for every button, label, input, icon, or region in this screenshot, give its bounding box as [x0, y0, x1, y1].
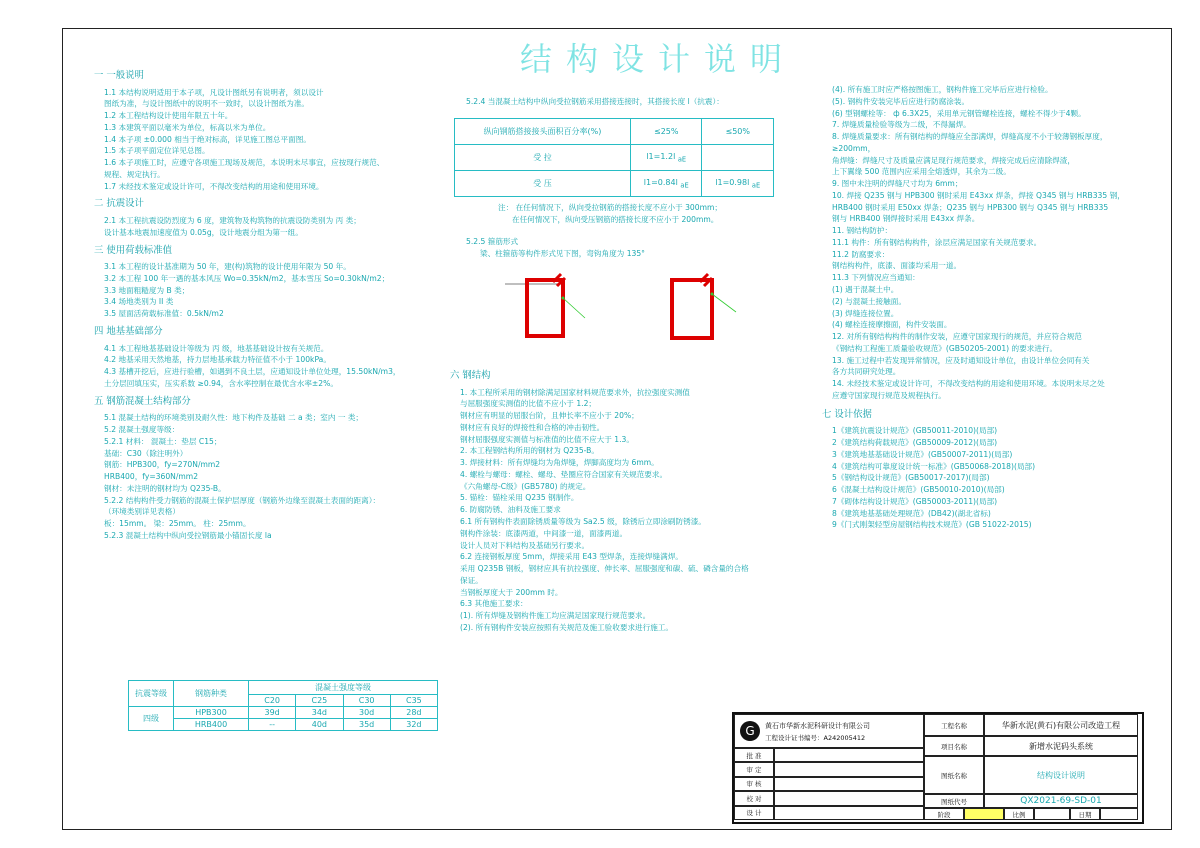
list-item: 角焊缝：焊缝尺寸及质量应满足现行规范要求，焊接完成后应清除焊渣，: [832, 155, 1075, 165]
list-item: (6) 型钢螺栓等： ф 6.3X25，采用单元钢管螺栓连接，螺栓不得少于4颗。: [832, 108, 1086, 118]
company-cell: [734, 714, 924, 748]
stage-label: 阶段: [924, 808, 964, 820]
list-item: 2. 本工程钢结构所用的钢材为 Q235-B。: [460, 446, 599, 456]
list-item: (4). 所有施工时应严格按图施工，钢构件施工完毕后应进行检验。: [832, 85, 1053, 94]
list-item: 钢筋：HPB300，fy=270N/mm2: [104, 460, 221, 470]
lap-head-1: 纵向钢筋搭接接头面积百分率(%): [455, 119, 631, 145]
list-item: 《钢结构工程施工质量验收规范》(GB50205-2001) 的要求进行。: [832, 343, 1058, 353]
reference-item: 2《建筑结构荷载规范》(GB50009-2012)(局部): [832, 438, 998, 448]
list-item: 基础：C30（除注明外）: [104, 448, 188, 458]
list-item: 3.2 本工程 100 年一遇的基本风压 Wo=0.35kN/m2，基本雪压 So=0.30kN/m2；: [104, 273, 390, 283]
list-item: 应遵守国家现行规范及规程执行。: [832, 390, 946, 400]
ratio-value: [1034, 808, 1070, 820]
list-item: 4.1 本工程地基基础设计等级为 丙 级，地基基础设计按有关规范。: [104, 343, 329, 353]
list-item: (4) 螺栓连接摩擦面，构件安装面。: [832, 320, 952, 330]
middle-column: [466, 96, 786, 108]
section-steel-list: [450, 387, 750, 634]
list-item: 1.5 本子项平面定位详见总图。: [104, 146, 210, 156]
list-item: 5.2.2 结构构件受力钢筋的混凝土保护层厚度（钢筋外边缘至混凝土表面的距离）：: [104, 495, 381, 505]
company-logo-icon: [739, 720, 761, 742]
table-head-type: 钢筋种类: [174, 681, 249, 707]
list-item: 3.3 地面粗糙度为 B 类；: [104, 285, 190, 295]
row-type-hrb400: HRB400: [174, 719, 249, 731]
right-column: [822, 84, 1142, 531]
date-label: 日期: [1070, 808, 1100, 820]
list-item: 1. 本工程所采用的钢材除满足国家材料规范要求外，抗拉强度实测值: [460, 387, 690, 397]
list-item: 钢结构构件，底漆、面漆均采用一道。: [832, 261, 962, 271]
list-item: 6.2 连接钢板厚度 5mm，焊接采用 E43 型焊条，连接焊缝满焊。: [460, 552, 683, 562]
stirrup-diagram-column: [660, 272, 750, 352]
title-block: [732, 712, 1144, 824]
list-item: 土分层回填压实，压实系数 ≥0.94，含水率控制在最优含水率±2%。: [104, 378, 338, 388]
drawing-name: 结构设计说明: [984, 756, 1138, 794]
drawing-label: 图纸名称: [924, 756, 984, 794]
lap-heading: 5.2.4 当混凝土结构中纵向受拉钢筋采用搭接连接时，其搭接长度 l（抗震）：: [466, 97, 724, 106]
list-item: (1). 所有焊缝及钢构件施工均应满足国家现行规范要求。: [460, 611, 651, 621]
list-item: 1.6 本子项施工时，应遵守各项施工现场及规范，本说明未尽事宜，应按现行规范、: [104, 158, 385, 168]
lap-cell: [702, 145, 774, 171]
signoff-value: [774, 806, 924, 820]
stirrup-note: 梁、柱箍筋等构件形式见下图，弯钩角度为 135°: [480, 248, 645, 258]
reference-item: 1《建筑抗震设计规范》(GB50011-2010)(局部): [832, 426, 998, 436]
list-item: 钢构件涂装：底漆两道，中间漆一道，面漆两道。: [460, 528, 628, 538]
list-item: HRB400，fy=360N/mm2: [104, 472, 199, 482]
lap-row-tension: 受 拉: [455, 145, 631, 171]
row-type-hpb300: HPB300: [174, 707, 249, 719]
section-heading-seismic: 二 抗震设计: [94, 198, 144, 210]
table-cell: --: [249, 719, 296, 731]
table-cell: 30d: [343, 707, 390, 719]
list-item: 各方共同研究处理。: [832, 367, 901, 377]
right-notes-list: [822, 84, 1142, 402]
lap-table: [454, 118, 774, 197]
section-heading-steel: 六 钢结构: [450, 370, 491, 381]
list-item: 《六角螺母-C级》(GB5780) 的规定。: [460, 481, 591, 491]
lap-row-compression: 受 压: [455, 171, 631, 197]
section-general-list: [94, 87, 424, 193]
list-item: 1.7 未经技术鉴定或设计许可，不得改变结构的用途和使用环境。: [104, 181, 324, 191]
reference-item: 3《建筑地基基础设计规范》(GB50007-2011)(局部): [832, 449, 1013, 459]
lap-value: l1=1.2l: [646, 151, 676, 161]
drawing-title: 结构设计说明: [520, 40, 797, 78]
section-concrete-list: [94, 412, 424, 541]
list-item: 5. 锚栓：锚栓采用 Q235 钢制作。: [460, 493, 579, 503]
section-heading-concrete: 五 钢筋混凝土结构部分: [94, 395, 191, 407]
list-item: 2.1 本工程抗震设防烈度为 6 度，建筑物及构筑物的抗震设防类别为 丙 类；: [104, 216, 361, 226]
signoff-value: [774, 762, 924, 776]
anchorage-table: [128, 680, 438, 731]
company-cert: 工程设计证书编号：A242005412: [765, 733, 866, 742]
lap-cell: [702, 171, 774, 197]
list-item: 当钢板厚度大于 200mm 时。: [460, 587, 563, 597]
list-item: 13. 施工过程中若发现异常情况，应及时通知设计单位，由设计单位会同有关: [832, 355, 1090, 365]
lap-head-2: ≤25%: [630, 119, 702, 145]
stirrup-heading: 5.2.5 箍筋形式: [466, 237, 519, 246]
list-item: 钢材：未注明的钢材均为 Q235-B。: [104, 483, 226, 493]
stirrup-section: [466, 236, 766, 260]
list-item: 规程、规定执行。: [104, 169, 165, 179]
lap-notes: [498, 202, 788, 226]
list-item: 图纸为准，与设计图纸中的说明不一致时，以设计图纸为准。: [104, 99, 310, 109]
steel-section: [450, 364, 750, 634]
lap-head-3: ≤50%: [702, 119, 774, 145]
table-head-grade: 混凝土强度等级: [249, 681, 438, 695]
list-item: 6. 防腐防锈、油料及施工要求: [460, 505, 561, 515]
section-seismic-list: [94, 215, 424, 239]
lap-value: l1=0.98l: [715, 177, 750, 187]
list-item: 板：15mm。 梁：25mm。 柱：25mm。: [104, 519, 251, 529]
reference-item: 7《砌体结构设计规范》(GB50003-2011)(局部): [832, 496, 998, 506]
drawing-code: QX2021-69-SD-01: [984, 794, 1138, 808]
list-item: 5.2.3 混凝土结构中纵向受拉钢筋最小锚固长度 la: [104, 530, 272, 540]
signoff-label: 校 对: [734, 791, 774, 805]
list-item: 11.2 防腐要求：: [832, 249, 890, 259]
table-head-level: 抗震等级: [129, 681, 174, 707]
signoff-value: [774, 777, 924, 791]
list-item: 钢材应有明显的屈服台阶，且伸长率不应小于 20%；: [460, 411, 639, 421]
item-name: 新增水泥码头系统: [984, 736, 1138, 756]
list-item: 1.1 本结构说明适用于本子项，凡设计图纸另有说明者，须以设计: [104, 87, 324, 97]
table-cell: 35d: [343, 719, 390, 731]
list-item: 8. 焊缝质量要求：所有钢结构的焊缝应全部满焊，焊缝高度不小于较薄钢板厚度，≥200mm，: [832, 132, 1108, 153]
stirrup-diagram-beam: [505, 270, 595, 350]
row-level: 四级: [129, 707, 174, 731]
table-cell: 28d: [390, 707, 437, 719]
lap-subscript: aE: [680, 181, 689, 190]
list-item: （环境类别详见表格）: [104, 507, 180, 517]
list-item: 5.1 混凝土结构的环境类别及耐久性：地下构件及基础 二 a 类；室内 一 类；: [104, 413, 364, 423]
list-item: (2) 与混凝土接触面。: [832, 296, 906, 306]
list-item: 5.2 混凝土强度等级：: [104, 424, 180, 434]
section-foundation-list: [94, 343, 424, 390]
lap-cell: [630, 171, 702, 197]
list-item: (5). 钢构件安装完毕后应进行防腐涂装。: [832, 96, 970, 106]
list-item: 3.1 本工程的设计基准期为 50 年，建(构)筑物的设计使用年限为 50 年。: [104, 262, 351, 272]
section-heading-loads: 三 使用荷载标准值: [94, 244, 172, 256]
list-item: 9. 图中未注明的焊缝尺寸均为 6mm；: [832, 179, 963, 189]
lap-cell: [630, 145, 702, 171]
reference-item: 5《钢结构设计规范》(GB50017-2017)(局部): [832, 473, 990, 483]
list-item: 11.1 构件：所有钢结构构件，涂层应满足国家有关规范要求。: [832, 237, 1042, 247]
signoff-label: 审 定: [734, 762, 774, 776]
list-item: 与屈服强度实测值的比值不应小于 1.2；: [460, 399, 596, 409]
signoff-label: 设 计: [734, 806, 774, 820]
signoff-label: 批 准: [734, 748, 774, 762]
table-cell: 32d: [390, 719, 437, 731]
list-item: 3. 焊接材料：所有焊缝均为角焊缝，焊脚高度均为 6mm。: [460, 458, 659, 468]
list-item: 1.4 本子项 ±0.000 相当于绝对标高，详见施工图总平面图。: [104, 134, 311, 144]
signoff-value: [774, 748, 924, 762]
list-item: 4. 螺栓与螺母：螺栓、螺母、垫圈应符合国家有关规范要求。: [460, 469, 668, 479]
reference-item: 9《门式刚架轻型房屋钢结构技术规范》(GB 51022-2015): [832, 520, 1032, 530]
grade-c35: C35: [390, 695, 437, 707]
list-item: 设计人员对下料结构及基础另行要求。: [460, 540, 590, 550]
company-name: 黄石市华新水泥科研设计有限公司: [765, 721, 870, 730]
signoff-value: [774, 791, 924, 805]
table-cell: 39d: [249, 707, 296, 719]
list-item: HRB400 钢时采用 E50xx 焊条；Q235 钢与 HPB300 钢与 Q345 钢与 HRB335: [832, 202, 1109, 212]
list-item: 5.2.1 材料： 混凝土：垫层 C15；: [104, 436, 222, 446]
list-item: 14. 未经技术鉴定或设计许可，不得改变结构的用途和使用环境。本说明未尽之处: [832, 379, 1105, 389]
list-item: 4.3 基槽开挖后，应进行验槽，如遇到不良土层，应通知设计单位处理，15.50kN/m3，: [104, 367, 401, 377]
date-value: [1100, 808, 1138, 820]
section-heading-general: 一 一般说明: [94, 70, 144, 81]
project-label: 工程名称: [924, 714, 984, 736]
list-item: 6.1 所有钢构件表面除锈质量等级为 Sa2.5 级，除锈后立即涂刷防锈漆。: [460, 517, 706, 526]
grade-c30: C30: [343, 695, 390, 707]
list-item: 钢材屈服强度实测值与标准值的比值不应大于 1.3。: [460, 434, 634, 444]
item-label: 项目名称: [924, 736, 984, 756]
code-label: 图纸代号: [924, 794, 984, 808]
project-name: 华新水泥(黄石)有限公司改造工程: [984, 714, 1138, 736]
list-item: 10. 焊接 Q235 钢与 HPB300 钢时采用 E43xx 焊条，焊接 Q345 钢与 HRB335 钢，: [832, 190, 1125, 200]
list-item: 钢与 HRB400 钢焊接时采用 E43xx 焊条。: [832, 214, 980, 224]
list-item: 11.3 下列情况应当通知：: [832, 273, 920, 283]
grade-c20: C20: [249, 695, 296, 707]
list-item: 3.5 屋面活荷载标准值：0.5kN/m2: [104, 309, 224, 319]
list-item: 3.4 场地类别为 II 类: [104, 297, 174, 307]
lap-subscript: aE: [677, 155, 687, 164]
list-item: 4.2 地基采用天然地基，持力层地基承载力特征值不小于 100kPa。: [104, 355, 331, 365]
reference-item: 8《建筑地基基础处理规范》(DB42)(湖北省标): [832, 508, 991, 518]
lap-note-1: 注： 在任何情况下，纵向受拉钢筋的搭接长度不应小于 300mm；: [498, 203, 722, 212]
table-cell: 34d: [296, 707, 343, 719]
grade-c25: C25: [296, 695, 343, 707]
section-heading-basis: 七 设计依据: [822, 408, 872, 420]
reference-list: [822, 425, 1142, 531]
reference-item: 4《建筑结构可靠度设计统一标准》(GB50068-2018)(局部): [832, 461, 1036, 471]
list-item: 上下翼缘 500 范围内应采用全熔透焊，其余为二级。: [832, 167, 1011, 177]
list-item: (2). 所有钢构件安装应按照有关规范及施工验收要求进行施工。: [460, 622, 674, 632]
table-cell: 40d: [296, 719, 343, 731]
section-loads-list: [94, 261, 424, 320]
reference-item: 6《混凝土结构设计规范》(GB50010-2010)(局部): [832, 485, 1005, 495]
list-item: 采用 Q235B 钢板，钢材应具有抗拉强度、伸长率、屈服强度和碳、硫、磷含量的合格保证。: [460, 564, 749, 585]
signoff-label: 审 核: [734, 777, 774, 791]
list-item: 1.3 本建筑平面以毫米为单位，标高以米为单位。: [104, 122, 271, 132]
lap-value: l1=0.84l: [643, 177, 678, 187]
left-column: [94, 64, 424, 542]
list-item: 11. 钢结构防护：: [832, 226, 893, 236]
section-heading-foundation: 四 地基基础部分: [94, 325, 163, 337]
list-item: 7. 焊缝质量检验等级为二级，不得漏焊。: [832, 120, 971, 130]
svg-text:G: G: [745, 724, 755, 738]
ratio-label: 比例: [1004, 808, 1034, 820]
lap-note-2: 在任何情况下，纵向受压钢筋的搭接长度不应小于 200mm。: [512, 214, 719, 224]
list-item: 设计基本地震加速度值为 0.05g，设计地震分组为第一组。: [104, 227, 303, 237]
list-item: 1.2 本工程结构设计使用年限五十年。: [104, 111, 233, 121]
list-item: 6.3 其他施工要求：: [460, 599, 528, 609]
list-item: (1) 遇于混凝土中。: [832, 285, 899, 295]
list-item: (3) 焊缝连接位置。: [832, 308, 899, 318]
list-item: 钢材应有良好的焊接性和合格的冲击韧性。: [460, 422, 605, 432]
lap-subscript: aE: [751, 181, 761, 190]
list-item: 12. 对所有钢结构构件的制作安装，应遵守国家现行的规范，并应符合规范: [832, 332, 1082, 342]
stage-value: [964, 808, 1004, 820]
